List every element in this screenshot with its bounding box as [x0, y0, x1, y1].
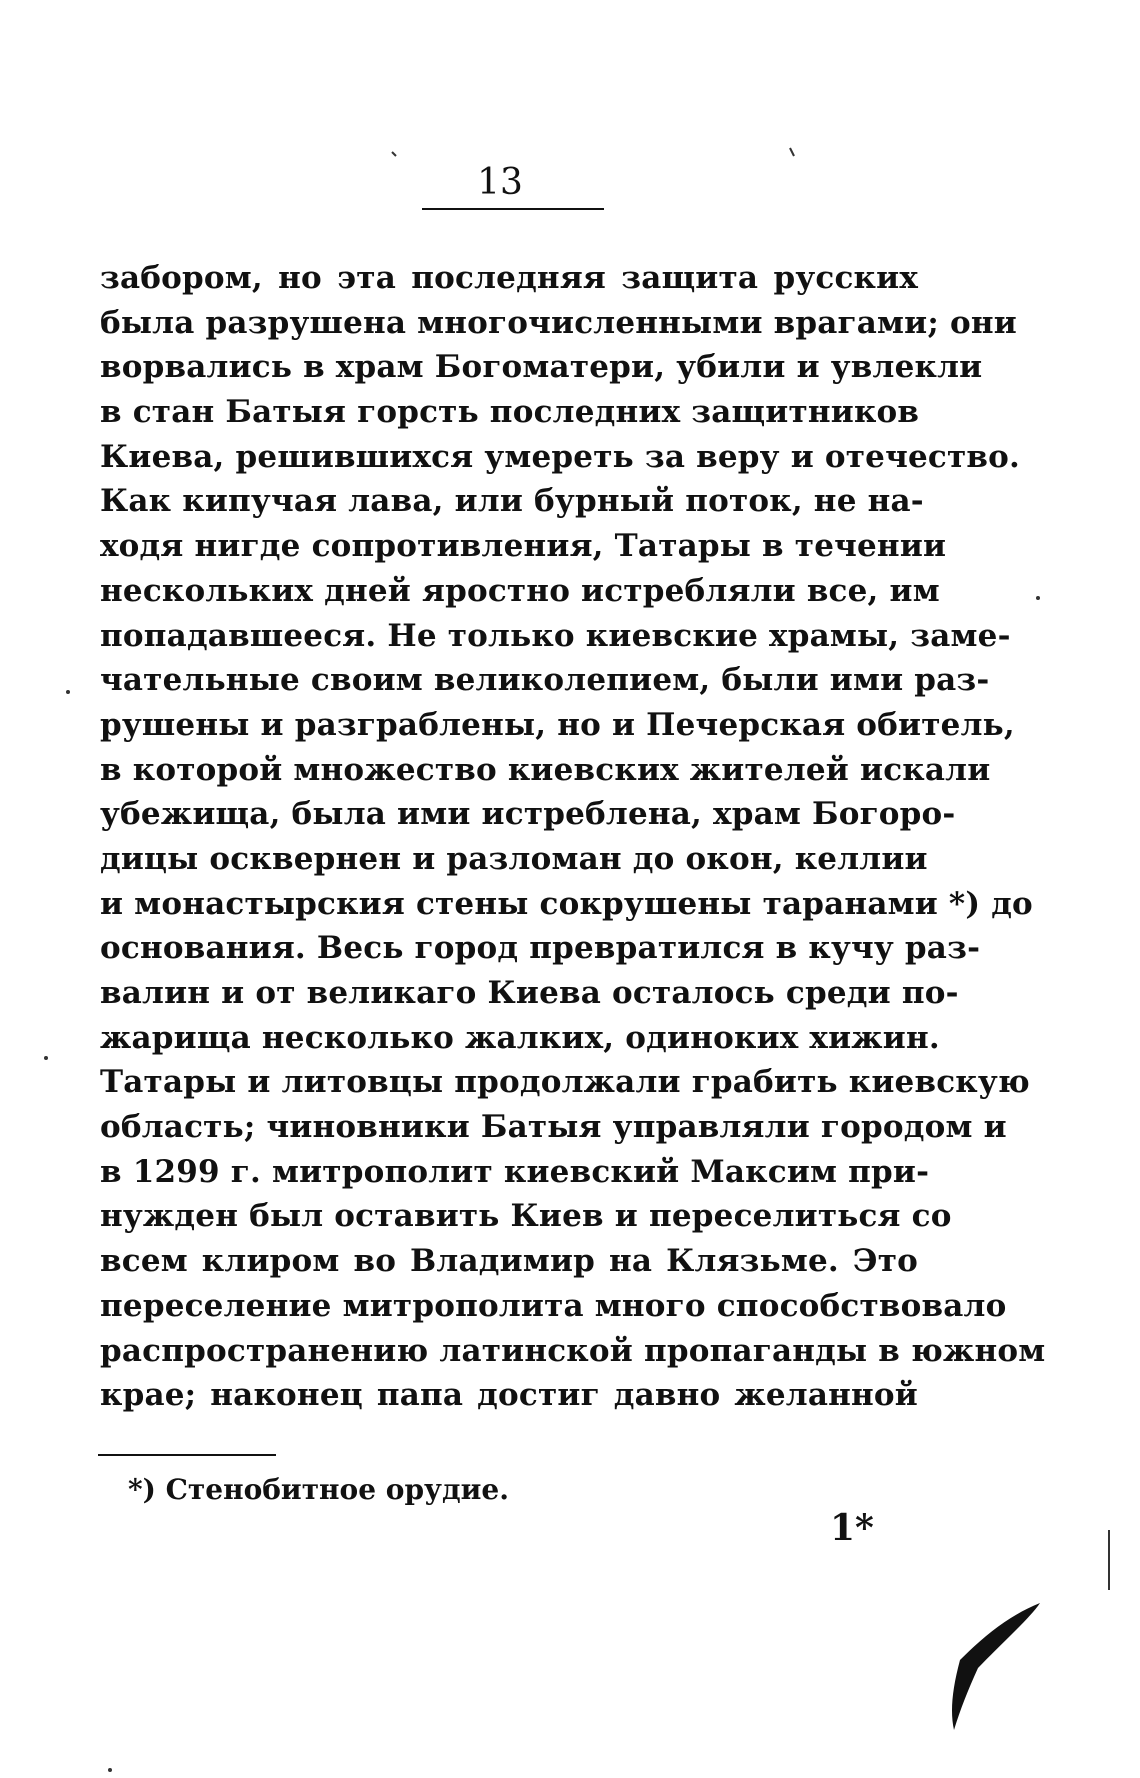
text-line: забором, но эта последняя защита русских	[100, 260, 918, 296]
text-line: переселение митрополита много способствовало	[100, 1287, 1007, 1324]
text-line: в которой множество киевских жителей искали	[100, 751, 991, 788]
speck	[66, 690, 70, 694]
text-line: была разрушена многочисленными врагами; они	[100, 304, 1017, 341]
speck	[1108, 1530, 1110, 1590]
ink-smudge	[952, 1603, 1040, 1730]
text-line: в стан Батыя горсть последних защитников	[100, 394, 920, 431]
speck	[790, 148, 794, 156]
speck	[392, 152, 396, 156]
text-line: Татары и литовцы продолжали грабить киевскую	[100, 1064, 1030, 1101]
header-rule	[422, 208, 604, 210]
footnote: *) Стенобитное орудие.	[128, 1473, 509, 1506]
text-line: крае; наконец папа достиг давно желанной	[100, 1377, 918, 1414]
text-line: попадавшееся. Не только киевские храмы, заме-	[100, 617, 1011, 654]
text-line: основания. Весь город превратился в кучу раз-	[100, 930, 981, 967]
text-line: и монастырския стены сокрушены таранами *) до	[100, 885, 1033, 922]
signature-mark: 1*	[830, 1507, 874, 1549]
text-line: дицы осквернен и разломан до окон, келлии	[100, 840, 928, 877]
speck	[108, 1768, 112, 1772]
speck	[1036, 596, 1040, 600]
text-line: область; чиновники Батыя управляли городом и	[100, 1109, 1007, 1146]
text-line: Киева, решившихся умереть за веру и отечество.	[100, 438, 1021, 475]
body-text	[100, 256, 1046, 1418]
text-line: убежища, была ими истреблена, храм Богоро-	[100, 796, 956, 833]
text-line: чательные своим великолепием, были ими раз-	[100, 662, 990, 699]
speck	[44, 1056, 48, 1060]
text-line: жарища несколько жалких, одиноких хижин.	[100, 1019, 940, 1056]
text-line: в 1299 г. митрополит киевский Максим при-	[100, 1153, 930, 1190]
footnote-rule	[98, 1454, 276, 1456]
text-line: всем клиром во Владимир на Клязьме. Это	[100, 1243, 918, 1280]
text-line: ходя нигде сопротивления, Татары в течении	[100, 528, 947, 565]
text-line: Как кипучая лава, или бурный поток, не на-	[100, 483, 924, 520]
text-line: валин и от великаго Киева осталось среди по-	[100, 975, 959, 1011]
text-line: нужден был оставить Киев и переселиться со	[100, 1198, 952, 1235]
page-number: 13	[477, 162, 523, 203]
text-line: нескольких дней яростно истребляли все, им	[100, 572, 940, 609]
text-line: ворвались в храм Богоматери, убили и увлекли	[100, 349, 983, 386]
text-line: рушены и разграблены, но и Печерская обитель,	[100, 706, 1015, 743]
text-line: распространению латинской пропаганды в южном	[100, 1332, 1046, 1369]
